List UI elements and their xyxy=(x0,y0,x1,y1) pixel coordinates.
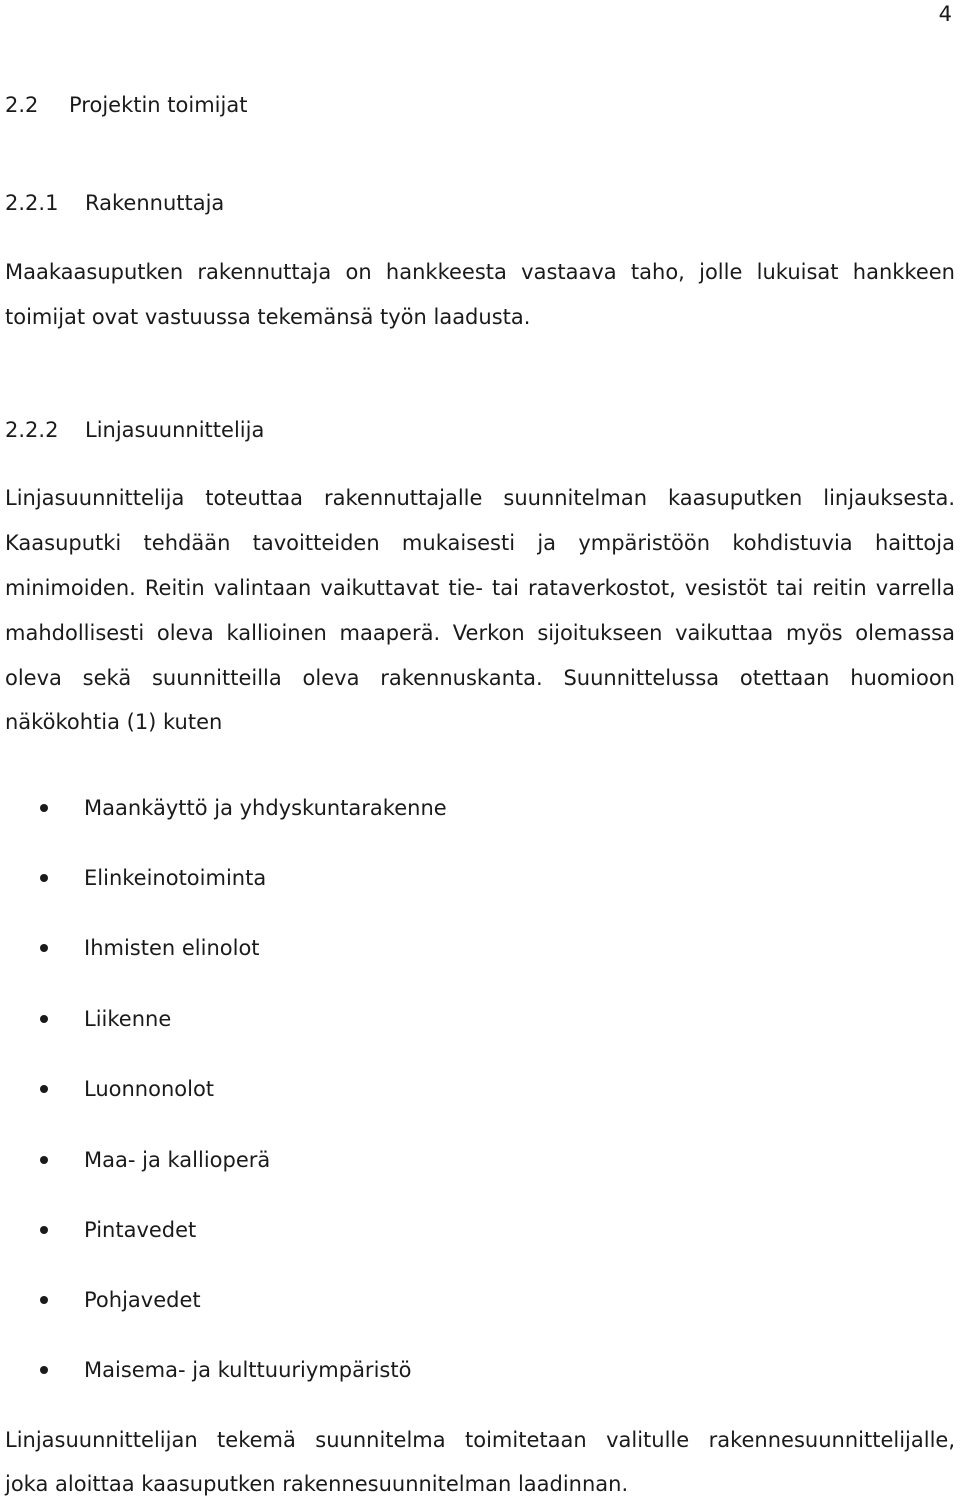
list-item xyxy=(40,1215,196,1245)
paragraph-line: oleva sekä suunnitteilla oleva rakennuskanta. Suunnittelussa otettaan huomioon xyxy=(5,666,955,690)
list-item xyxy=(40,1355,411,1385)
subsection-title: Rakennuttaja xyxy=(85,191,225,215)
bullet-icon xyxy=(40,1296,48,1304)
bullet-icon xyxy=(40,874,48,882)
bullet-icon xyxy=(40,1156,48,1164)
paragraph-line: Maakaasuputken rakennuttaja on hankkeesta vastaava taho, jolle lukuisat hankkeen xyxy=(5,260,955,284)
section-heading xyxy=(5,93,247,117)
subsection-number: 2.2.2 xyxy=(5,418,59,442)
bullet-icon xyxy=(40,1226,48,1234)
paragraph-line: Linjasuunnittelija toteuttaa rakennuttajalle suunnitelman kaasuputken linjauksesta. xyxy=(5,486,955,510)
section-title: Projektin toimijat xyxy=(69,93,248,117)
list-item-text: Maa- ja kallioperä xyxy=(84,1148,271,1172)
subsection-heading-linjasuunnittelija xyxy=(5,418,264,442)
subsection-number: 2.2.1 xyxy=(5,191,59,215)
list-item-text: Ihmisten elinolot xyxy=(84,936,260,960)
list-item xyxy=(40,1004,171,1034)
bullet-icon xyxy=(40,944,48,952)
list-item-text: Elinkeinotoiminta xyxy=(84,866,267,890)
list-item xyxy=(40,793,447,823)
list-item-text: Pohjavedet xyxy=(84,1288,201,1312)
bullet-icon xyxy=(40,1015,48,1023)
paragraph-line: Linjasuunnittelijan tekemä suunnitelma toimitetaan valitulle rakennesuunnittelijalle, xyxy=(5,1428,955,1452)
list-item xyxy=(40,1074,214,1104)
paragraph-line: mahdollisesti oleva kallioinen maaperä. Verkon sijoitukseen vaikuttaa myös olemassa xyxy=(5,621,955,645)
list-item xyxy=(40,1285,201,1315)
list-item xyxy=(40,933,260,963)
list-item-text: Luonnonolot xyxy=(84,1077,215,1101)
paragraph-line: Kaasuputki tehdään tavoitteiden mukaisesti ja ympäristöön kohdistuvia haittoja xyxy=(5,531,955,555)
section-number: 2.2 xyxy=(5,93,39,117)
list-item xyxy=(40,1145,270,1175)
subsection-heading-rakennuttaja xyxy=(5,191,224,215)
paragraph-line: minimoiden. Reitin valintaan vaikuttavat tie- tai rataverkostot, vesistöt tai reitin varrella xyxy=(5,576,955,600)
paragraph-line: joka aloittaa kaasuputken rakennesuunnitelman laadinnan. xyxy=(5,1472,629,1496)
list-item xyxy=(40,863,266,893)
bullet-icon xyxy=(40,804,48,812)
list-item-text: Maankäyttö ja yhdyskuntarakenne xyxy=(84,796,447,820)
paragraph-line: näkökohtia (1) kuten xyxy=(5,710,223,734)
subsection-title: Linjasuunnittelija xyxy=(85,418,265,442)
paragraph-line: toimijat ovat vastuussa tekemänsä työn laadusta. xyxy=(5,305,531,329)
list-item-text: Pintavedet xyxy=(84,1218,197,1242)
bullet-icon xyxy=(40,1085,48,1093)
list-item-text: Maisema- ja kulttuuriympäristö xyxy=(84,1358,412,1382)
page-number: 4 xyxy=(938,2,952,26)
list-item-text: Liikenne xyxy=(84,1007,172,1031)
bullet-icon xyxy=(40,1366,48,1374)
